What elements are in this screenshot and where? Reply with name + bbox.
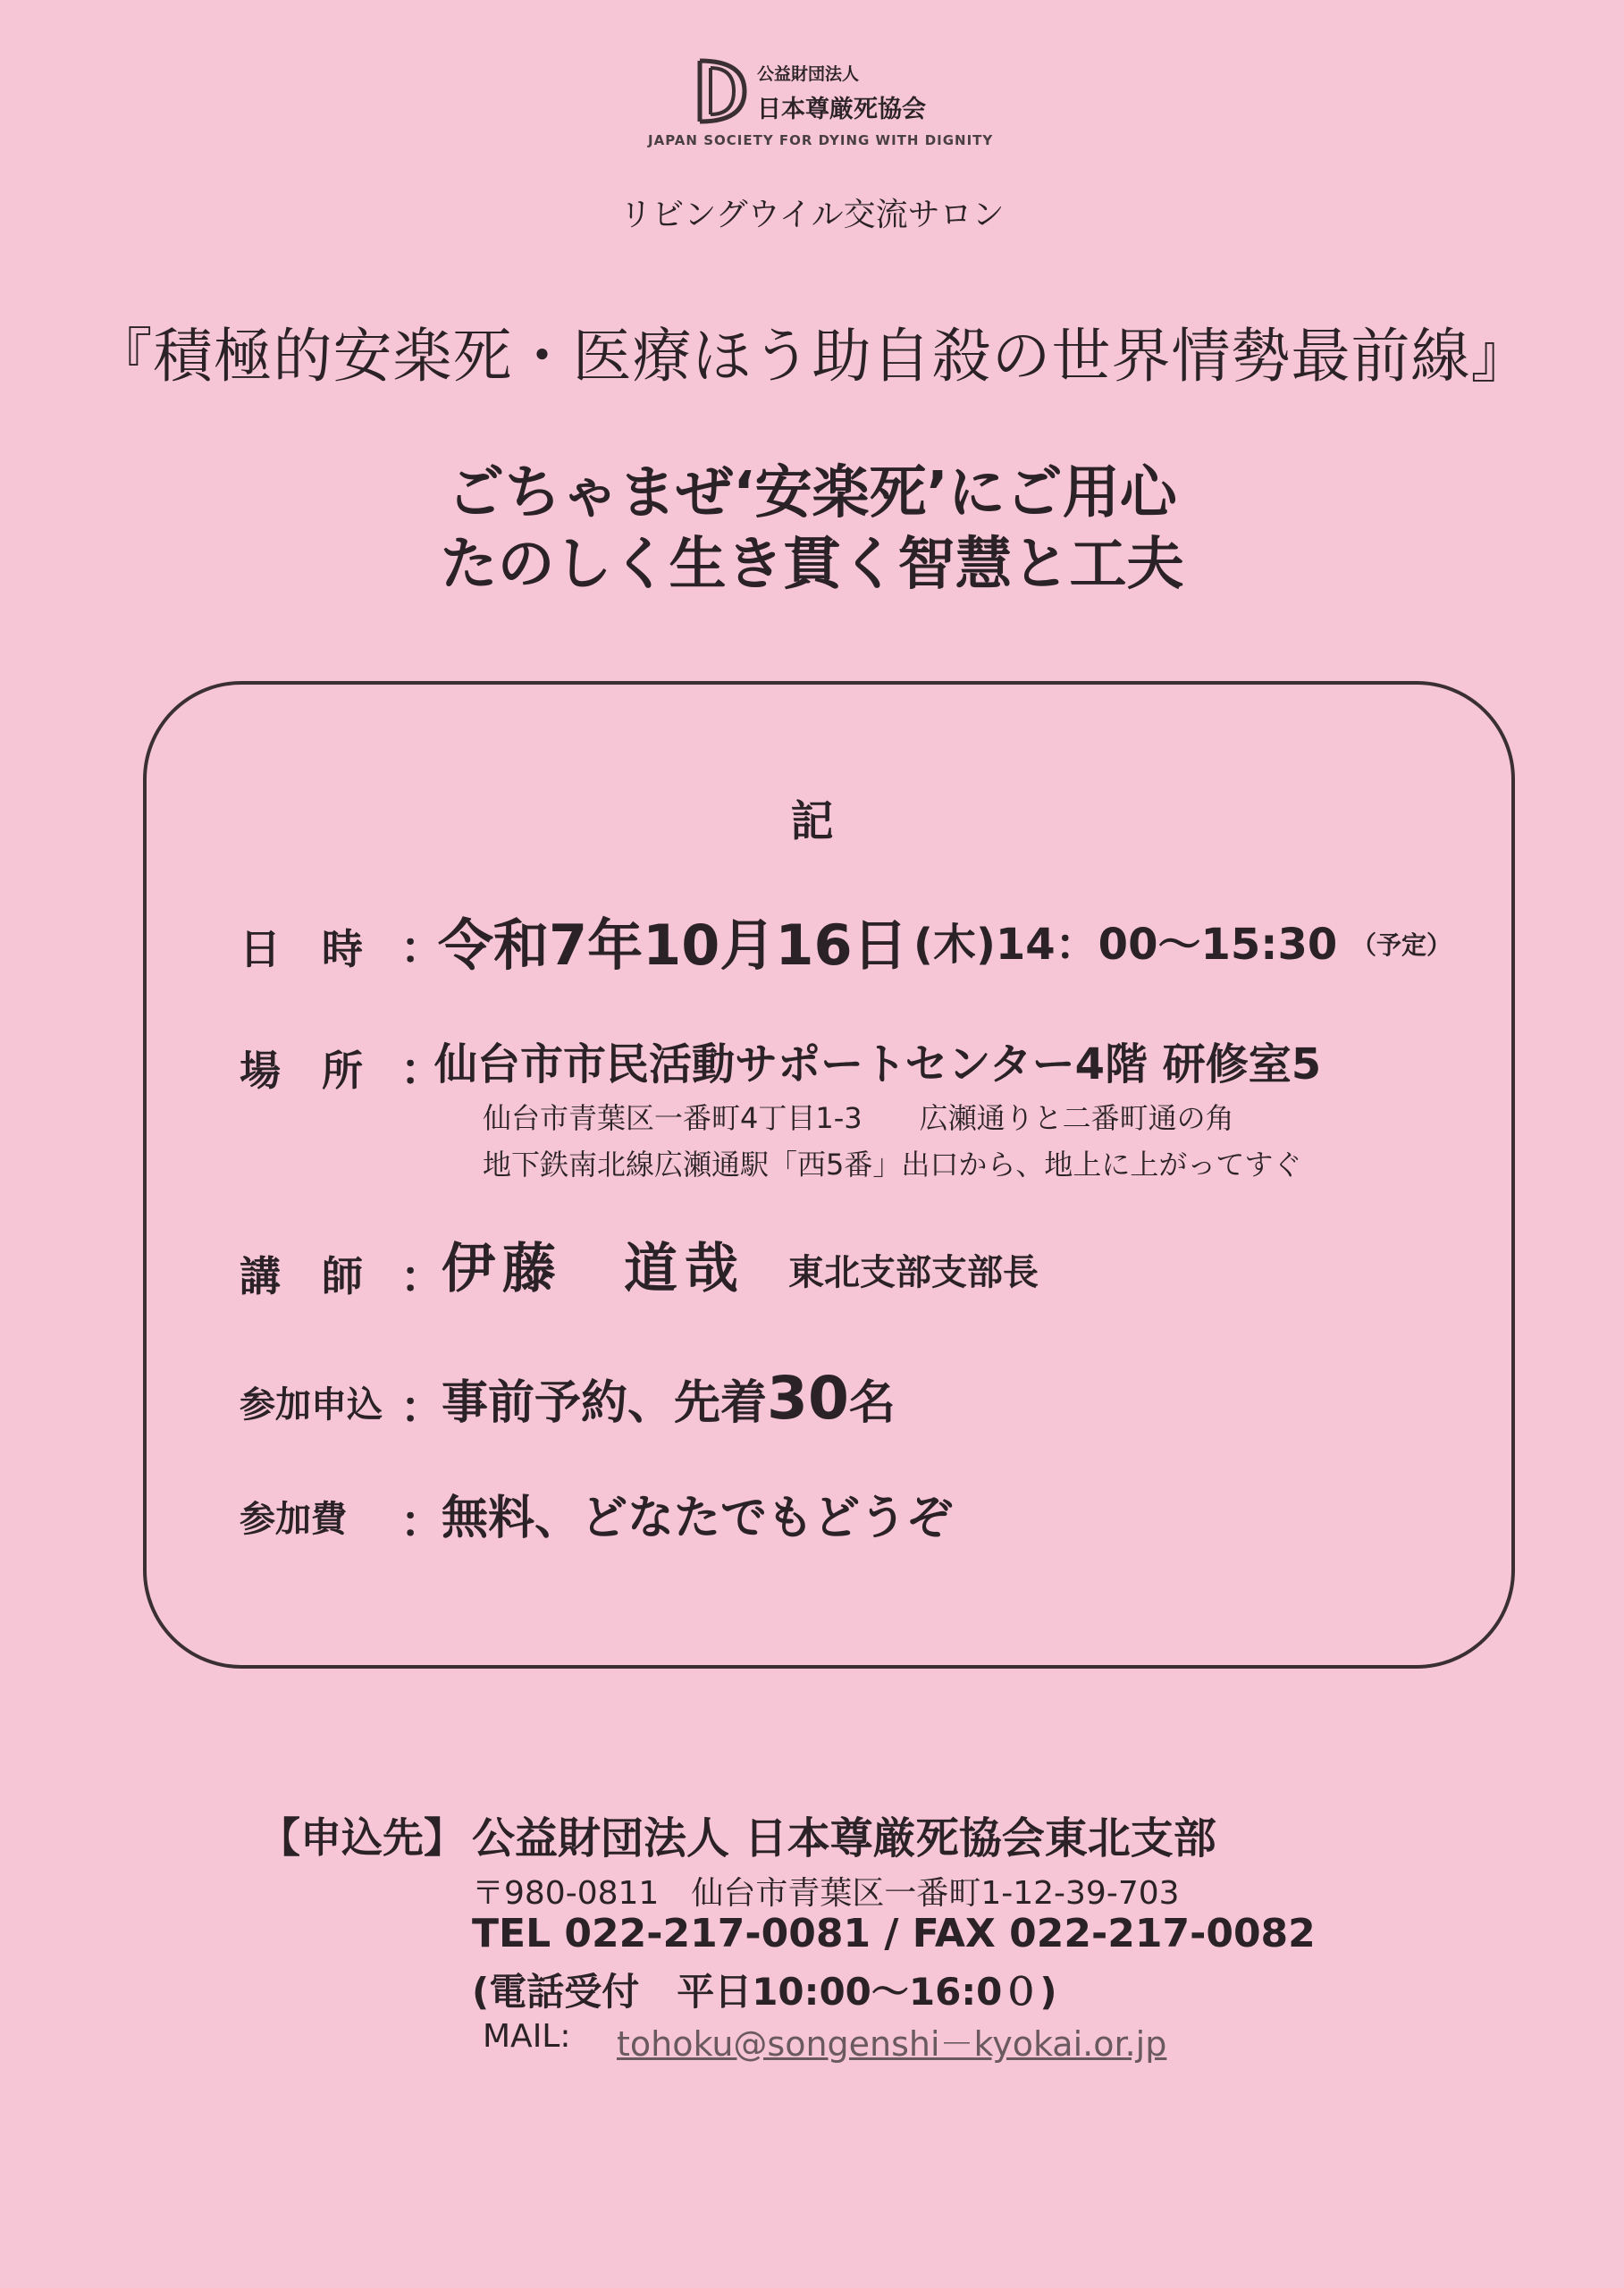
mail-label: MAIL: (483, 2018, 571, 2055)
subtitle-line-1: ごちゃまぜ‘安楽死’にご用心 (447, 460, 1177, 526)
contact-label: 【申込先】 (259, 1813, 465, 1862)
application-value (442, 1364, 896, 1433)
lecturer-colon: ： (400, 1252, 444, 1302)
date-time: (木)14：00～15:30 (913, 920, 1338, 970)
contact-hours: (電話受付 平日10:00～16:0０) (472, 1970, 1057, 2014)
date-label: 日 時 (240, 925, 363, 973)
contact-address: 〒980-0811 仙台市青葉区一番町1-12-39-703 (472, 1875, 1180, 1912)
main-title: 『積極的安楽死・医療ほう助自殺の世界情勢最前線』 (93, 322, 1531, 391)
place-label: 場 所 (240, 1047, 363, 1095)
lecturer-title: 東北支部支部長 (788, 1252, 1039, 1293)
contact-organization: 公益財団法人 日本尊厳死協会東北支部 (472, 1813, 1216, 1863)
application-colon: ： (400, 1383, 444, 1433)
application-capacity: 30 (767, 1364, 849, 1433)
place-address: 仙台市青葉区一番町4丁目1-3 広瀬通りと二番町通の角 (483, 1101, 1234, 1135)
contact-tel-fax: TEL 022-217-0081 / FAX 022-217-0082 (472, 1911, 1316, 1956)
organization-logo (648, 55, 1014, 154)
subtitle-line-2: たのしく生き貫く智慧と工夫 (440, 532, 1184, 598)
logo-org-english: JAPAN SOCIETY FOR DYING WITH DIGNITY (648, 132, 994, 148)
application-prefix: 事前予約、先着 (442, 1376, 768, 1430)
place-access: 地下鉄南北線広瀬通駅「西5番」出口から、地上に上がってすぐ (483, 1148, 1302, 1182)
application-unit: 名 (848, 1376, 896, 1430)
details-heading: 記 (790, 796, 834, 846)
application-label: 参加申込 (240, 1384, 383, 1426)
mail-link[interactable]: tohoku@songenshi－kyokai.or.jp (617, 2024, 1167, 2064)
fee-colon: ： (400, 1497, 444, 1547)
fee-value: 無料、どなたでもどうぞ (442, 1492, 954, 1545)
fee-label: 参加費 (240, 1499, 347, 1540)
place-colon: ： (400, 1045, 444, 1095)
lecturer-name: 伊藤 道哉 (442, 1238, 745, 1300)
date-colon: ： (400, 923, 444, 973)
place-value: 仙台市市民活動サポートセンター4階 研修室5 (434, 1039, 1322, 1089)
date-note: （予定） (1351, 930, 1452, 960)
date-value: 令和7年10月16日 (438, 913, 908, 978)
logo-org-name: 日本尊厳死協会 (757, 96, 926, 123)
logo-org-type: 公益財団法人 (757, 64, 860, 84)
event-series: リビングウイル交流サロン (619, 197, 1005, 233)
dd-logo-icon (693, 55, 755, 127)
lecturer-label: 講 師 (240, 1252, 363, 1300)
